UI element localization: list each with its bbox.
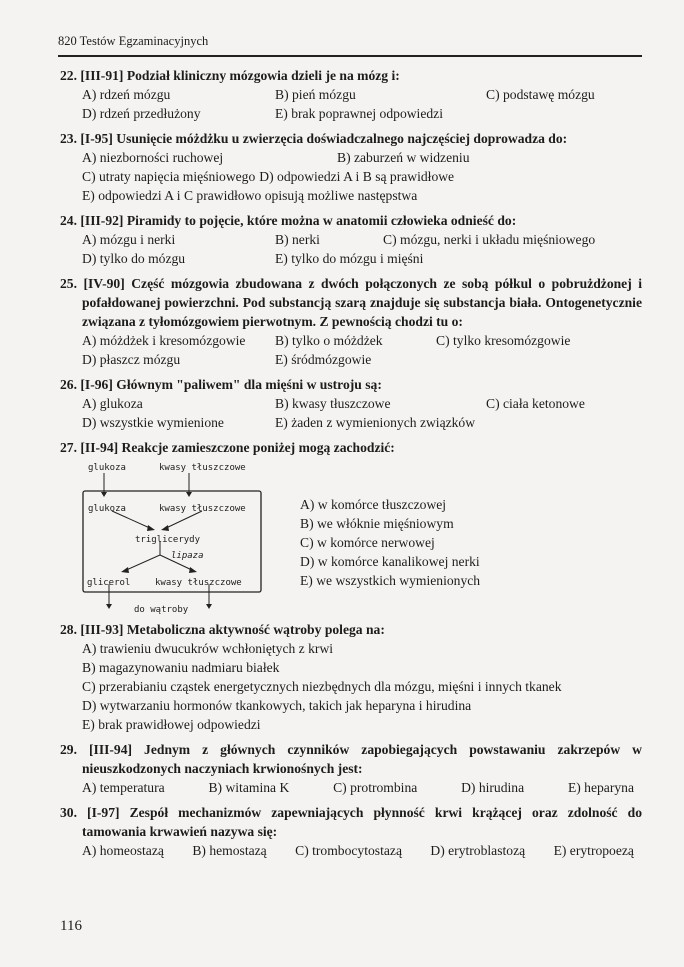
option-a: A) rdzeń mózgu (82, 87, 171, 102)
question-25-text: 25. [IV-90] Część mózgowia zbudowana z dwóch połączonych ze sobą półkul o pobrużdżonej i pofałdowanej powierzchni. Pod substancją szarą znajduje się substancja biała. Ontogenetycznie związana z tyłomózgowiem pierwotnym. Z pewnością chodzi tu o: (60, 276, 642, 329)
label-glicerol: glicerol (87, 578, 131, 588)
question-22 (60, 66, 642, 123)
running-header: 820 Testów Egzaminacyjnych (58, 34, 209, 48)
option-c: C) tylko kresomózgowie (436, 333, 571, 348)
label-glukoza-top: glukoza (88, 463, 126, 473)
option-d: D) hirudina (461, 780, 525, 795)
option-d: D) rdzeń przedłużony (82, 106, 201, 121)
option-b: B) we włóknie mięśniowym (300, 516, 454, 531)
option-d: D) w komórce kanalikowej nerki (300, 554, 480, 569)
option-a: A) trawieniu dwucukrów wchłoniętych z krwi (82, 641, 334, 656)
question-26-text: 26. [I-96] Głównym "paliwem" dla mięśni w ustroju są: (60, 377, 382, 392)
option-b: B) witamina K (208, 780, 290, 795)
option-a: A) niezborności ruchowej (82, 150, 224, 165)
option-b: B) hemostazą (192, 843, 267, 858)
option-e: E) odpowiedzi A i C prawidłowo opisują możliwe następstwa (82, 188, 418, 203)
question-27 (60, 438, 642, 614)
option-e: E) brak prawidłowej odpowiedzi (82, 717, 261, 732)
option-d: D) odpowiedzi A i B są prawidłowe (259, 169, 455, 184)
option-c: C) trombocytostazą (295, 843, 402, 858)
option-b: B) nerki (275, 232, 320, 247)
question-23-text: 23. [I-95] Usunięcie móżdżku u zwierzęcia doświadczalnego najczęściej doprowadza do: (60, 131, 568, 146)
option-b: B) pień mózgu (275, 87, 356, 102)
label-do-watroby: do wątroby (134, 605, 189, 615)
label-glukoza-box: glukoza (88, 504, 126, 514)
question-24-text: 24. [III-92] Piramidy to pojęcie, które można w anatomii człowieka odnieść do: (60, 213, 517, 228)
option-d: D) erytroblastozą (430, 843, 526, 858)
question-22-text: 22. [III-91] Podział kliniczny mózgowia dzieli je na mózg i: (60, 68, 400, 83)
option-d: D) tylko do mózgu (82, 251, 186, 266)
label-kwasy-bottom: kwasy tłuszczowe (155, 578, 242, 588)
option-e: E) we wszystkich wymienionych (300, 573, 481, 588)
option-a: A) w komórce tłuszczowej (300, 497, 447, 512)
option-a: A) temperatura (82, 780, 165, 795)
header-rule (58, 55, 642, 57)
question-25 (60, 274, 642, 369)
lipolysis-diagram (82, 459, 287, 614)
option-e: E) tylko do mózgu i mięśni (275, 251, 424, 266)
question-28-text: 28. [III-93] Metaboliczna aktywność wątroby polega na: (60, 622, 385, 637)
option-a: A) homeostazą (82, 843, 164, 858)
label-kwasy-top: kwasy tłuszczowe (159, 463, 246, 473)
option-e: E) erytropoezą (553, 843, 634, 858)
option-b: B) kwasy tłuszczowe (275, 396, 391, 411)
question-29-text: 29. [III-94] Jednym z głównych czynników zapobiegających powstawaniu zakrzepów w nieuszkodzonych naczyniach krwionośnych jest: (60, 742, 642, 776)
question-26 (60, 375, 642, 432)
option-b: B) tylko o móżdżek (275, 333, 383, 348)
question-30-text: 30. [I-97] Zespół mechanizmów zapewniających płynność krwi krążącej oraz zdolność do tamowania krwawień nazywa się: (60, 805, 642, 839)
option-c: C) utraty napięcia mięśniowego (82, 169, 256, 184)
option-c: C) podstawę mózgu (486, 87, 595, 102)
option-a: A) mózgu i nerki (82, 232, 176, 247)
option-d: D) wszystkie wymienione (82, 415, 224, 430)
option-e: E) heparyna (567, 780, 634, 795)
option-d: D) wytwarzaniu hormonów tkankowych, takich jak heparyna i hirudina (82, 698, 472, 713)
option-c: C) ciała ketonowe (486, 396, 585, 411)
question-24 (60, 211, 642, 268)
question-29 (60, 740, 642, 797)
option-e: E) żaden z wymienionych związków (275, 415, 476, 430)
option-a: A) móżdżek i kresomózgowie (82, 333, 246, 348)
option-c: C) w komórce nerwowej (300, 535, 435, 550)
questions-list (60, 66, 642, 866)
option-c: C) mózgu, nerki i układu mięśniowego (383, 232, 596, 247)
label-triglicerydy: triglicerydy (135, 535, 201, 545)
option-b: B) zaburzeń w widzeniu (337, 150, 470, 165)
option-e: E) śródmózgowie (275, 352, 372, 367)
page-number: 116 (60, 918, 82, 934)
option-e: E) brak poprawnej odpowiedzi (275, 106, 443, 121)
question-30 (60, 803, 642, 860)
question-27-text: 27. [II-94] Reakcje zamieszczone poniżej mogą zachodzić: (60, 440, 395, 455)
question-28 (60, 620, 642, 734)
label-lipaza: lipaza (171, 551, 204, 561)
option-c: C) przerabianiu cząstek energetycznych niezbędnych dla mózgu, mięśni i innych tkanek (82, 679, 562, 694)
option-c: C) protrombina (333, 780, 418, 795)
question-23 (60, 129, 642, 205)
option-d: D) płaszcz mózgu (82, 352, 181, 367)
option-a: A) glukoza (82, 396, 143, 411)
label-kwasy-box: kwasy tłuszczowe (159, 504, 246, 514)
option-b: B) magazynowaniu nadmiaru białek (82, 660, 280, 675)
